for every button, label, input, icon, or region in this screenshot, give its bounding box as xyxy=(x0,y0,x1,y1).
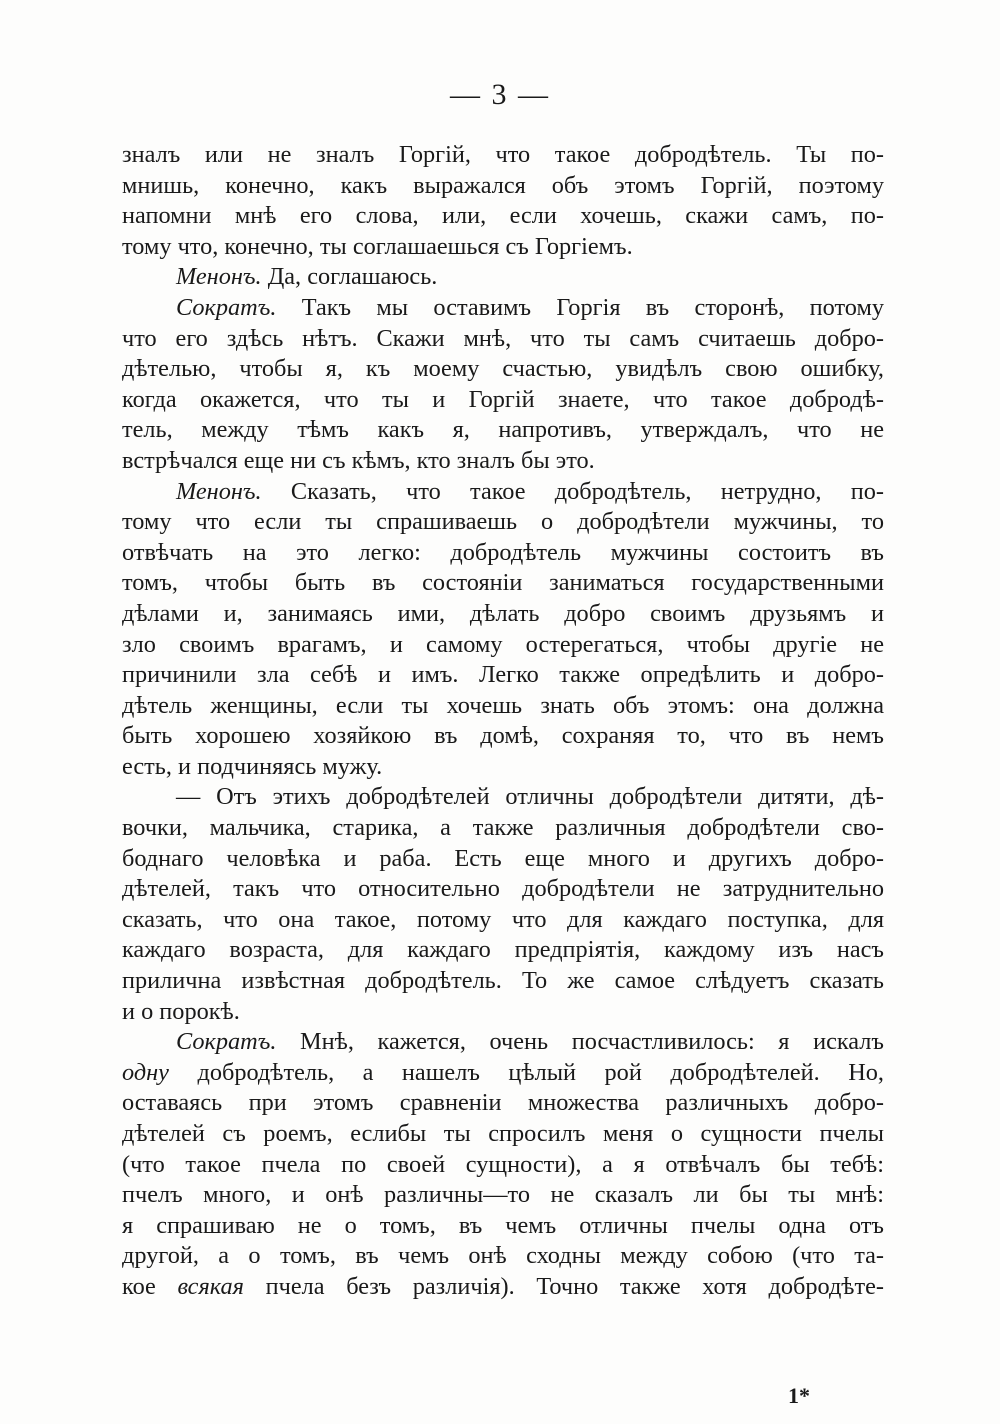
line-text: оставаясь при этомъ сравненіи множества различныхъ добро- xyxy=(122,1089,884,1117)
line-text: пчела безъ различія). Точно также хотя добродѣте- xyxy=(243,1272,884,1300)
text-line xyxy=(122,1272,884,1303)
page-number: — 3 — xyxy=(450,78,550,111)
emphasis: одну xyxy=(122,1058,169,1086)
line-text: пчелъ много, и онѣ различны—то не сказалъ ли бы ты мнѣ: xyxy=(122,1181,884,1209)
text-line xyxy=(122,201,884,232)
line-text: дѣтелью, чтобы я, къ моему счастью, увидѣлъ свою ошибку, xyxy=(122,355,884,383)
line-text: напомни мнѣ его слова, или, если хочешь, скажи самъ, по- xyxy=(122,202,884,230)
line-text: вочки, мальчика, старика, а также различныя добродѣтели сво- xyxy=(122,814,884,842)
line-text: я спрашиваю не о томъ, въ чемъ отличны пчелы одна отъ xyxy=(122,1211,884,1239)
line-text: зналъ или не зналъ Горгій, что такое добродѣтель. Ты по- xyxy=(122,141,884,168)
line-text: — Отъ этихъ добродѣтелей отличны добродѣтели дитяти, дѣ- xyxy=(176,783,884,811)
line-text: томъ, чтобы быть въ состояніи заниматься государственными xyxy=(122,569,884,597)
line-text: сказать, что она такое, потому что для каждаго поступка, для xyxy=(122,905,884,933)
line-text: дѣтелей, такъ что относительно добродѣтели не затруднительно xyxy=(122,875,884,903)
line-text: тому что если ты спрашиваешь о добродѣтели мужчины, то xyxy=(122,508,884,536)
text-line xyxy=(122,415,884,446)
text-line xyxy=(122,1058,884,1089)
line-text: что его здѣсь нѣтъ. Скажи мнѣ, что ты самъ считаешь добро- xyxy=(122,324,884,352)
line-text: Такъ мы оставимъ Горгія въ сторонѣ, потому xyxy=(276,293,884,321)
line-text: зло своимъ врагамъ, и самому остерегаться, чтобы другіе не xyxy=(122,630,884,658)
line-text: каждаго возраста, для каждаго предпріятія, каждому изъ насъ xyxy=(122,936,884,964)
text-line xyxy=(122,1119,884,1150)
text-line xyxy=(122,354,884,385)
text-line xyxy=(122,966,884,997)
text-line xyxy=(122,691,884,722)
line-text: дѣтелей съ роемъ, еслибы ты спросилъ меня о сущности пчелы xyxy=(122,1120,884,1147)
line-text: Сказать, что такое добродѣтель, нетрудно, по- xyxy=(261,477,884,505)
speaker-name: Менонъ. xyxy=(176,477,262,505)
text-line xyxy=(122,844,884,875)
signature-mark: 1* xyxy=(788,1383,810,1408)
text-line xyxy=(122,232,884,263)
line-text: кое xyxy=(122,1272,178,1300)
text-line xyxy=(122,997,884,1028)
line-text: другой, а о томъ, въ чемъ онѣ сходны между собою (что та- xyxy=(122,1242,884,1270)
text-line xyxy=(122,140,884,171)
text-line xyxy=(122,782,884,813)
line-text: тому что, конечно, ты соглашаешься съ Горгіемъ. xyxy=(122,232,633,260)
line-text: отвѣчать на это легко: добродѣтель мужчины состоитъ въ xyxy=(122,538,884,566)
line-text: дѣлами и, занимаясь ими, дѣлать добро своимъ друзьямъ и xyxy=(122,599,884,627)
text-line xyxy=(122,630,884,661)
speaker-name: Менонъ. xyxy=(176,263,262,291)
text-line xyxy=(122,905,884,936)
line-text: когда окажется, что ты и Горгій знаете, что такое добродѣ- xyxy=(122,385,884,413)
emphasis: всякая xyxy=(177,1272,244,1300)
text-line xyxy=(122,477,884,508)
line-text: дѣтель женщины, если ты хочешь знать объ этомъ: она должна xyxy=(122,691,884,719)
text-line xyxy=(122,935,884,966)
text-line xyxy=(122,1027,884,1058)
text-line xyxy=(122,507,884,538)
text-line xyxy=(122,1180,884,1211)
text-line xyxy=(122,721,884,752)
text-line xyxy=(122,538,884,569)
line-text: встрѣчался еще ни съ кѣмъ, кто зналъ бы это. xyxy=(122,446,595,474)
line-text: причинили зла себѣ и имъ. Легко также опредѣлить и добро- xyxy=(122,661,884,689)
text-line xyxy=(122,293,884,324)
text-line xyxy=(122,171,884,202)
line-text: прилична извѣстная добродѣтель. То же самое слѣдуетъ сказать xyxy=(122,967,884,995)
line-text: Мнѣ, кажется, очень посчастливилось: я искалъ xyxy=(276,1028,884,1056)
line-text: Да, соглашаюсь. xyxy=(261,263,438,291)
line-text: и о порокѣ. xyxy=(122,997,240,1025)
line-text: мнишь, конечно, какъ выражался объ этомъ Горгій, поэтому xyxy=(122,171,884,199)
text-line xyxy=(122,1211,884,1242)
speaker-name: Сократъ. xyxy=(176,293,277,321)
text-line xyxy=(122,385,884,416)
text-line xyxy=(122,1088,884,1119)
line-text: есть, и подчиняясь мужу. xyxy=(122,752,383,780)
text-line xyxy=(122,1150,884,1181)
text-line xyxy=(122,568,884,599)
line-text: боднаго человѣка и раба. Есть еще много и другихъ добро- xyxy=(122,844,884,872)
text-line xyxy=(122,752,884,783)
body-text xyxy=(122,140,884,1303)
text-line xyxy=(122,874,884,905)
text-line xyxy=(122,813,884,844)
speaker-name: Сократъ. xyxy=(176,1028,277,1056)
text-line xyxy=(122,1241,884,1272)
line-text: (что такое пчела по своей сущности), а я отвѣчалъ бы тебѣ: xyxy=(122,1150,884,1178)
line-text: тель, между тѣмъ какъ я, напротивъ, утверждалъ, что не xyxy=(122,416,884,444)
text-line xyxy=(122,262,884,293)
line-text: добродѣтель, а нашелъ цѣлый рой добродѣтелей. Но, xyxy=(168,1058,884,1086)
text-line xyxy=(122,446,884,477)
line-text: быть хорошею хозяйкою въ домѣ, сохраняя то, что въ немъ xyxy=(122,722,884,750)
text-line xyxy=(122,660,884,691)
text-line xyxy=(122,324,884,355)
text-line xyxy=(122,599,884,630)
